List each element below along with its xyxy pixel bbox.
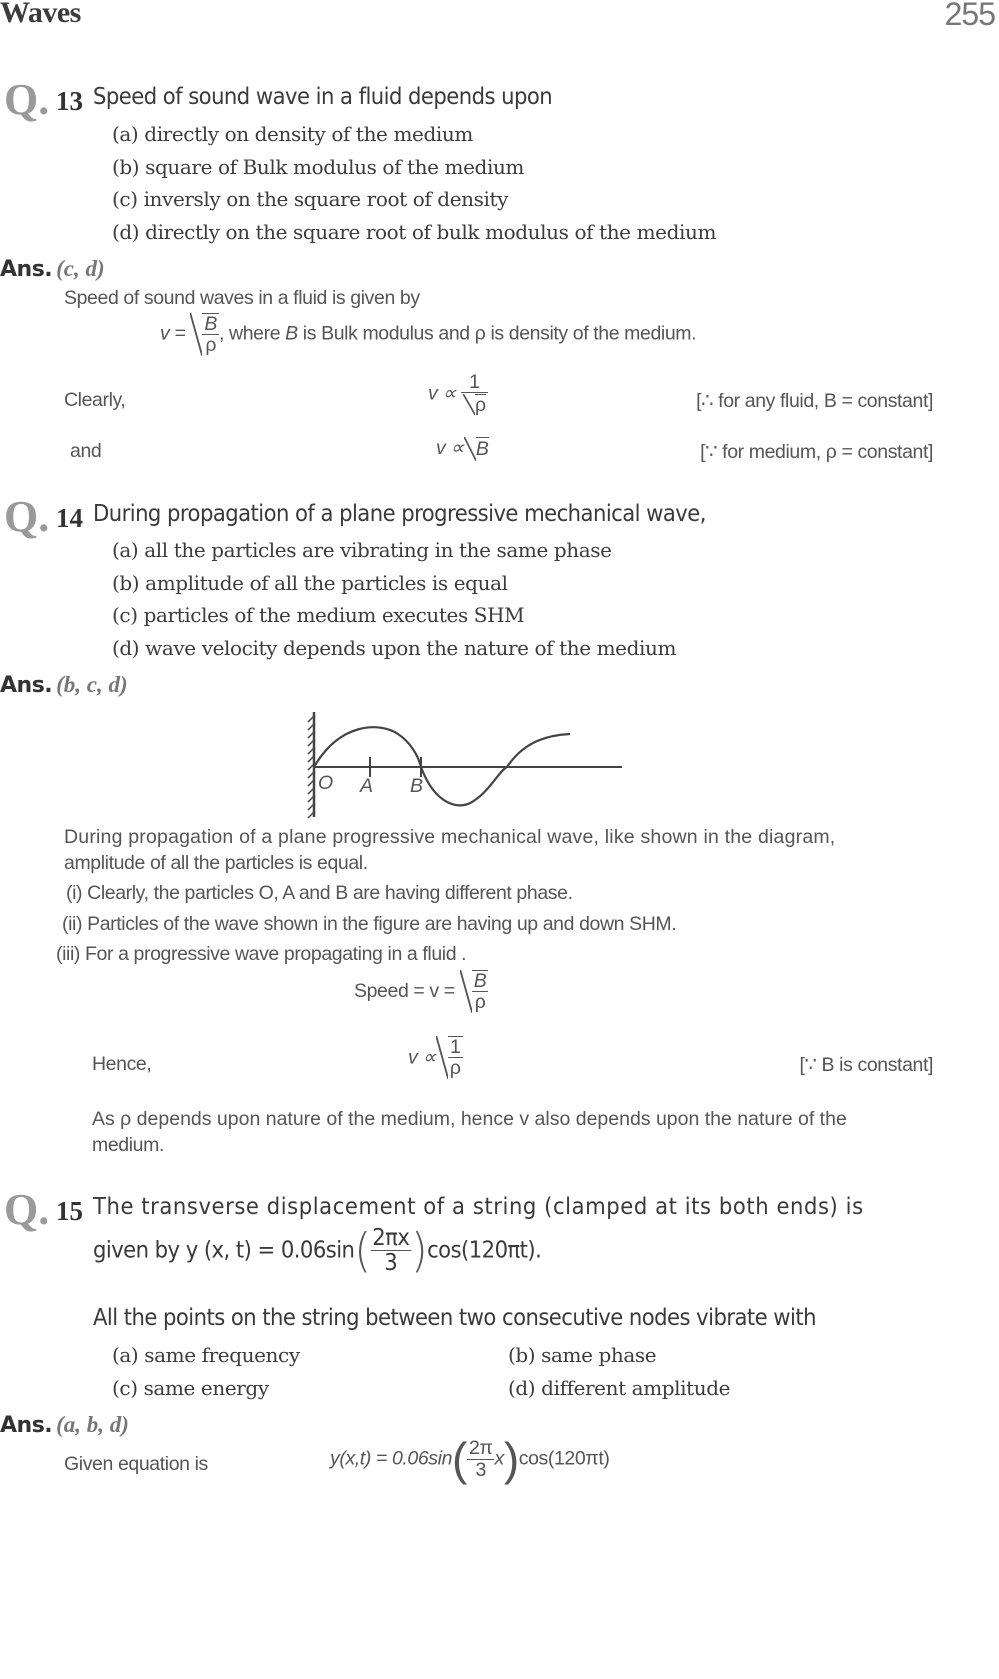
question-mark-icon: Q. — [4, 1185, 50, 1234]
option-b: (b) same phase — [508, 1343, 657, 1367]
option-d: (d) wave velocity depends upon the nature of the medium — [112, 636, 677, 660]
label-a: A — [360, 775, 373, 797]
question-number: 15 — [56, 1196, 83, 1226]
clearly-note: [∴ for any fluid, B = constant] — [696, 390, 933, 412]
hence-label: Hence, — [92, 1053, 152, 1075]
answer — [0, 672, 128, 698]
option-c: (c) same energy — [112, 1376, 269, 1400]
clearly-relation: v ∝ $\frac{1}{\rho}$ — [428, 371, 486, 416]
question-text: Speed of sound wave in a fluid depends upon — [93, 84, 553, 110]
question-text-line-1: The transverse displacement of a string (clamped at its both ends) is — [93, 1194, 864, 1220]
option-a: (a) same frequency — [112, 1343, 300, 1367]
option-c: (c) inversly on the square root of density — [112, 187, 509, 211]
answer-value: (b, c, d) — [56, 672, 128, 697]
point-iii: (iii) For a progressive wave propagating in a fluid . — [56, 943, 467, 965]
answer-value: (a, b, d) — [56, 1412, 129, 1437]
chapter-title: Waves — [0, 0, 81, 29]
option-b: (b) amplitude of all the particles is equal — [112, 571, 508, 595]
label-o: O — [318, 772, 333, 794]
option-a: (a) all the particles are vibrating in the same phase — [112, 538, 612, 562]
option-c: (c) particles of the medium executes SHM — [112, 603, 525, 627]
solution-intro: Speed of sound waves in a fluid is given by — [64, 287, 420, 309]
clearly-label: Clearly, — [64, 389, 126, 411]
label-b: B — [410, 775, 423, 797]
question-number: 13 — [56, 86, 83, 116]
and-note: [∵ for medium, ρ = constant] — [700, 441, 933, 463]
hence-note: [∵ B is constant] — [799, 1054, 933, 1076]
solution-paragraph: During propagation of a plane progressive mechanical wave, like shown in the diagram, — [64, 826, 836, 848]
and-relation: v ∝ B — [436, 437, 489, 460]
answer — [0, 256, 105, 282]
conclusion-line-2: medium. — [92, 1134, 164, 1156]
conclusion-line-1: As ρ depends upon nature of the medium, hence v also depends upon the nature of the — [92, 1108, 847, 1130]
and-label: and — [70, 440, 102, 462]
point-i: (i) Clearly, the particles O, A and B are having different phase. — [66, 882, 573, 904]
sqrt-symbol: $\frac{B}{\rho}$ — [190, 313, 219, 356]
point-ii: (ii) Particles of the wave shown in the figure are having up and down SHM. — [62, 913, 677, 935]
speed-formula: Speed = v = $\frac{B}{\rho}$ — [354, 970, 487, 1014]
question-text: During propagation of a plane progressive mechanical wave, — [93, 501, 706, 527]
speed-formula: v = $\frac{B}{\rho}$ , where B is Bulk modulus and ρ is density of the medium. — [160, 313, 697, 357]
question-number: 14 — [56, 503, 83, 533]
option-d: (d) directly on the square root of bulk modulus of the medium — [112, 220, 717, 244]
answer — [0, 1412, 129, 1438]
given-equation: y(x,t) = 0.06sin( $\frac{2\pi}{3}$ x)cos(120πt) — [330, 1433, 610, 1485]
question-mark-icon: Q. — [4, 492, 50, 541]
option-b: (b) square of Bulk modulus of the medium — [112, 155, 524, 179]
page-number: 255 — [944, 0, 995, 32]
given-label: Given equation is — [64, 1453, 208, 1475]
answer-label: Ans. — [0, 1413, 53, 1438]
wave-diagram — [300, 700, 640, 830]
wave-figure-icon — [300, 700, 640, 830]
solution-paragraph-cont: amplitude of all the particles is equal. — [64, 852, 368, 874]
answer-label: Ans. — [0, 257, 53, 282]
answer-value: (c, d) — [56, 256, 105, 281]
answer-label: Ans. — [0, 673, 53, 698]
hence-relation: v ∝ $\frac{1}{\rho}$ — [408, 1036, 461, 1080]
question-text-line-3: All the points on the string between two consecutive nodes vibrate with — [93, 1305, 816, 1331]
question-mark-icon: Q. — [4, 75, 50, 124]
option-d: (d) different amplitude — [508, 1376, 731, 1400]
option-a: (a) directly on density of the medium — [112, 122, 473, 146]
question-equation: given by y (x, t) = 0.06sin( $\frac{2\pi x}{3}$ )cos(120πt). — [93, 1223, 542, 1278]
